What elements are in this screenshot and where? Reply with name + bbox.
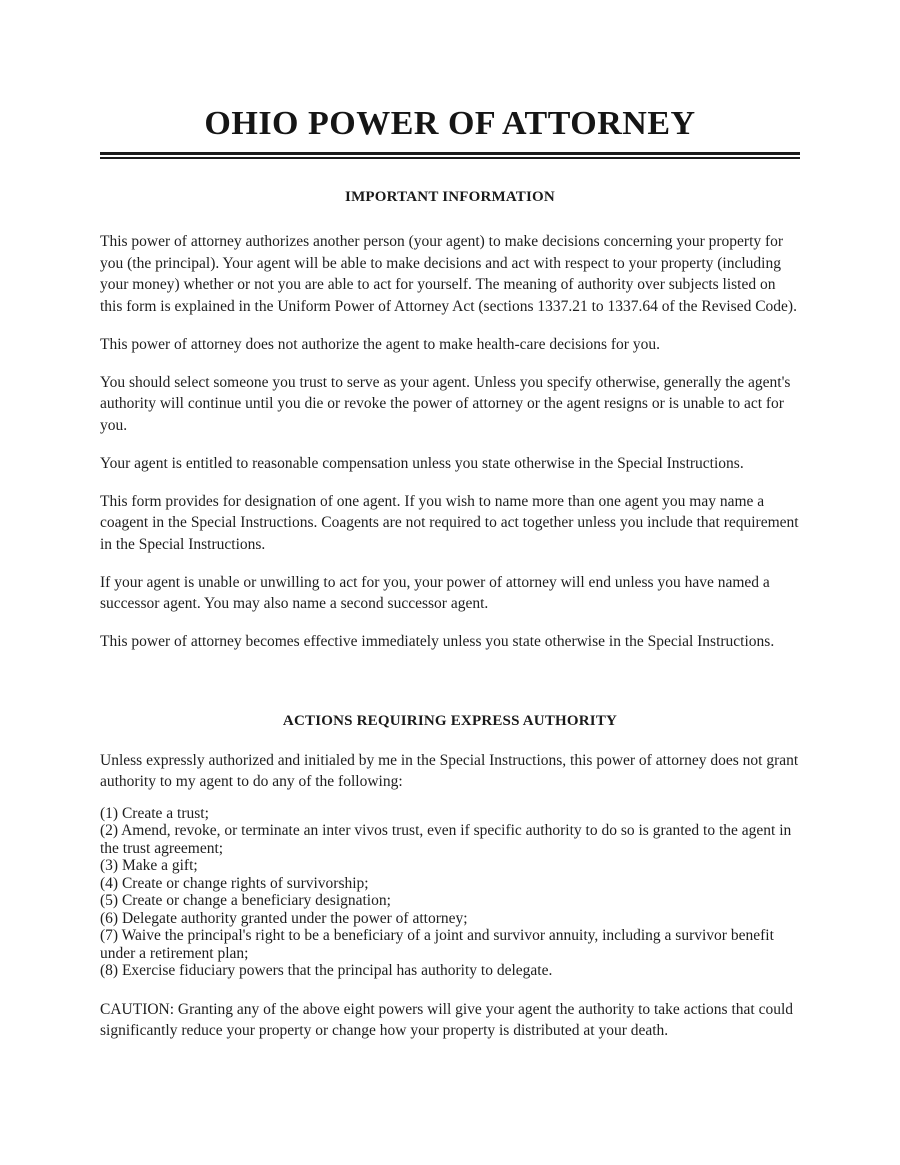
- paragraph-authorizes: This power of attorney authorizes another person (your agent) to make decisions concerning your property for you (the principal). Your agent will be able to make decisions and act with respect to your property (including your money) whether or not you are able to act for yourself. The meaning of authority over subjects listed on this form is explained in the Uniform Power of Attorney Act (sections 1337.21 to 1337.64 of the Revised Code).: [100, 233, 797, 315]
- title-divider-thin-line: [100, 157, 800, 159]
- document-content: [100, 104, 800, 1042]
- list-item-beneficiary-designation: (5) Create or change a beneficiary designation;: [100, 892, 391, 909]
- section-heading-express-authority: ACTIONS REQUIRING EXPRESS AUTHORITY: [282, 712, 618, 729]
- list-item-fiduciary-powers: (8) Exercise fiduciary powers that the principal has authority to delegate.: [100, 962, 553, 979]
- list-item-waive-annuity: (7) Waive the principal's right to be a beneficiary of a joint and survivor annuity, including a survivor benefit under a retirement plan;: [100, 927, 774, 962]
- paragraph-no-healthcare: This power of attorney does not authorize the agent to make health-care decisions for you.: [100, 335, 660, 353]
- paragraph-express-intro: Unless expressly authorized and initialed by me in the Special Instructions, this power of attorney does not grant authority to my agent to do any of the following:: [100, 751, 799, 790]
- document-title: OHIO POWER OF ATTORNEY: [204, 105, 696, 142]
- list-item-make-gift: (3) Make a gift;: [100, 857, 198, 874]
- paragraph-compensation: Your agent is entitled to reasonable compensation unless you state otherwise in the Special Instructions.: [100, 454, 744, 472]
- list-item-create-trust: (1) Create a trust;: [100, 804, 209, 822]
- list-item-rights-survivorship: (4) Create or change rights of survivorship;: [100, 874, 369, 892]
- list-item-delegate-authority: (6) Delegate authority granted under the power of attorney;: [100, 909, 468, 927]
- title-divider-thick-line: [100, 152, 800, 155]
- paragraph-caution: CAUTION: Granting any of the above eight powers will give your agent the authority to take actions that could significantly reduce your property or change how your property is distributed at your death.: [100, 1000, 794, 1039]
- list-item-amend-trust: (2) Amend, revoke, or terminate an inter vivos trust, even if specific authority to do so is granted to the agent in the trust agreement;: [100, 822, 792, 857]
- paragraph-select-agent: You should select someone you trust to serve as your agent. Unless you specify otherwise, generally the agent's authority will continue until you die or revoke the power of attorney or the agent resigns or is unable to act for you.: [100, 373, 791, 434]
- title-divider: [100, 152, 800, 159]
- paragraph-one-agent: This form provides for designation of one agent. If you wish to name more than one agent you may name a coagent in the Special Instructions. Coagents are not required to act together unless you include that requirement in the Special Instructions.: [100, 492, 799, 553]
- paragraph-effective-immediately: This power of attorney becomes effective immediately unless you state otherwise in the Special Instructions.: [100, 633, 775, 650]
- section-heading-important-information: IMPORTANT INFORMATION: [345, 189, 555, 205]
- paragraph-successor-agent: If your agent is unable or unwilling to act for you, your power of attorney will end unless you have named a successor agent. You may also name a second successor agent.: [100, 573, 770, 612]
- express-authority-list: [100, 805, 800, 980]
